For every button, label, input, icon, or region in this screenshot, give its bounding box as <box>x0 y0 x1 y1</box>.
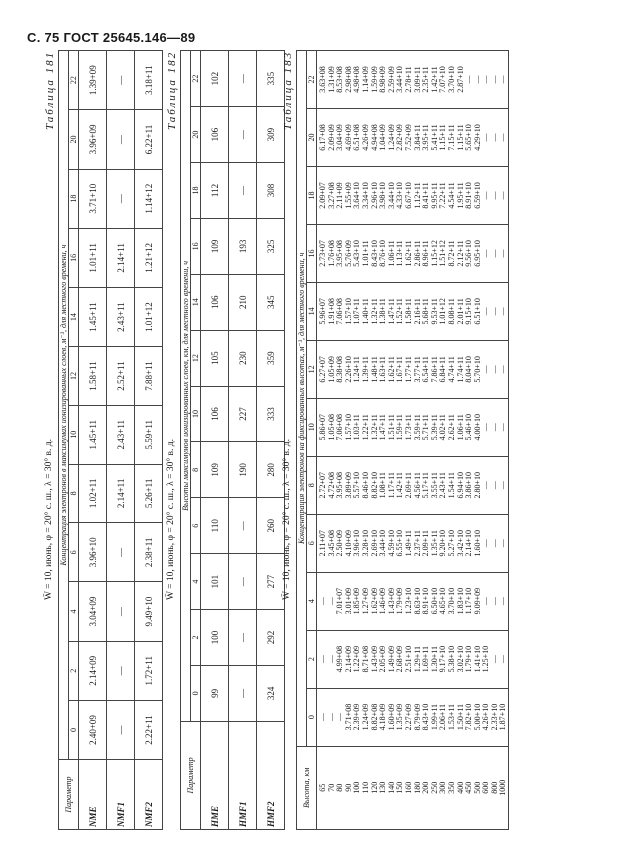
table-cell: 193 <box>229 218 257 274</box>
table-cell: 2.14+09 <box>79 641 107 700</box>
table-cell: — <box>107 700 135 759</box>
values-column: 5.96+07 1.91+08 7.06+08 1.57+10 1.07+11 1.40+11 1.32+11 1.38+11 1.47+11 1.52+11 1.58+11 2.16+11 5.68+11 9.53+11 1.01+12 8.08+11 2.01+11 9.15+10 6.51+10 — — — <box>317 282 509 340</box>
table-cell: 2.14+11 <box>107 228 135 287</box>
hour-header: 14 <box>69 287 79 346</box>
table-cell: — <box>107 582 135 641</box>
table-cell: 325 <box>257 218 285 274</box>
table-cell: 2.52+11 <box>107 347 135 406</box>
page-header: С. 75 ГОСТ 25645.146—89 <box>27 30 196 45</box>
table-cell: 2.40+09 <box>79 700 107 759</box>
heights-column: 65 70 80 90 100 110 120 130 140 150 160 180 200 250 300 350 400 450 500 600 800 1000 <box>317 746 509 829</box>
table-cell: 308 <box>257 163 285 219</box>
hour-header: 14 <box>191 274 201 330</box>
table-cell: 359 <box>257 330 285 386</box>
table-row <box>257 51 285 830</box>
table-182-caption: Таблица 182 <box>166 50 178 130</box>
table-row <box>107 51 135 830</box>
hour-header: 18 <box>191 163 201 219</box>
hour-header: 12 <box>191 330 201 386</box>
hour-header: 2 <box>307 630 317 688</box>
table-cell: 1.14+12 <box>135 169 163 228</box>
table-cell: 109 <box>201 442 229 498</box>
hour-header: 8 <box>191 442 201 498</box>
table-row <box>201 51 229 830</box>
table-cell: 1.45+11 <box>79 405 107 464</box>
hour-header: 0 <box>69 700 79 759</box>
table-183-caption: Таблица 183 <box>282 50 294 130</box>
hour-header: 4 <box>307 572 317 630</box>
hour-header: 4 <box>191 554 201 610</box>
table-cell: 3.96+09 <box>79 110 107 169</box>
table-cell: 292 <box>257 610 285 666</box>
param-header: Параметр <box>181 721 201 829</box>
hour-header: 16 <box>191 218 201 274</box>
table-cell: 1.45+11 <box>79 287 107 346</box>
hour-header: 22 <box>191 51 201 107</box>
table-cell: 1.01+11 <box>79 228 107 287</box>
table-cell: 110 <box>201 498 229 554</box>
values-column: 5.86+07 1.05+08 7.06+08 1.57+10 1.03+11 1.22+11 1.32+11 1.47+11 1.51+11 1.59+11 1.73+11 3.59+11 5.71+11 5.39+11 4.02+11 2.62+11 1.06+11 5.46+10 4.00+10 — — — <box>317 398 509 456</box>
table-cell: 190 <box>229 442 257 498</box>
table-cell: 210 <box>229 274 257 330</box>
table-182-condition: W̄ = 10, июнь, φ = 20° с. ш., λ = 30° в. д. <box>166 438 176 600</box>
table-cell: 2.14+11 <box>107 464 135 523</box>
hour-header: 16 <box>69 228 79 287</box>
table-cell: 100 <box>201 610 229 666</box>
table-row <box>79 51 107 830</box>
table-cell: 3.96+10 <box>79 523 107 582</box>
hour-header: 22 <box>69 51 79 110</box>
table-row <box>135 51 163 830</box>
table-cell: 2.38+11 <box>135 523 163 582</box>
table-182-subtitle: Высоты максимумов ионизированных слоев, км, для местного времени, ч <box>181 51 191 722</box>
table-cell: 309 <box>257 107 285 163</box>
table-cell: 1.02+11 <box>79 464 107 523</box>
table-181-subtitle: Концентрация электронов в максимумах ионизированных слоев, м⁻³, для местного времени, ч <box>59 51 69 760</box>
hour-header: 14 <box>307 282 317 340</box>
hour-header: 0 <box>191 665 201 721</box>
hour-header: 6 <box>69 523 79 582</box>
table-cell: — <box>107 110 135 169</box>
table-cell: 101 <box>201 554 229 610</box>
table-181 <box>58 50 163 830</box>
param-name: HMF1 <box>229 721 257 829</box>
table-cell: 106 <box>201 386 229 442</box>
hour-header: 6 <box>307 514 317 572</box>
hour-header: 18 <box>307 167 317 225</box>
hour-header: 2 <box>191 610 201 666</box>
values-column: 2.72+07 4.72+08 3.95+08 3.89+09 5.57+10 8.46+10 8.82+10 1.08+11 1.17+11 1.42+11 2.69+11 4.56+11 5.17+11 3.55+11 2.43+11 1.54+11 6.94+10 3.86+10 2.80+10 — — — <box>317 456 509 514</box>
table-cell: 106 <box>201 107 229 163</box>
table-cell: 9.49+10 <box>135 582 163 641</box>
param-name: NME <box>79 760 107 830</box>
hour-header: 16 <box>307 224 317 282</box>
table-cell: 324 <box>257 665 285 721</box>
table-cell: 99 <box>201 665 229 721</box>
table-cell: 6.22+11 <box>135 110 163 169</box>
table-cell: 1.01+12 <box>135 287 163 346</box>
table-cell: — <box>107 169 135 228</box>
hour-header: 20 <box>307 109 317 167</box>
table-cell: 2.43+11 <box>107 287 135 346</box>
hour-header: 12 <box>69 347 79 406</box>
hour-header: 6 <box>191 498 201 554</box>
height-header: Высота, км <box>297 746 317 829</box>
table-cell: 1.72+11 <box>135 641 163 700</box>
hour-header: 8 <box>69 464 79 523</box>
hour-header: 4 <box>69 582 79 641</box>
param-header: Параметр <box>59 760 79 830</box>
param-name: HME <box>201 721 229 829</box>
values-column: 2.73+07 1.76+08 3.95+08 5.76+09 5.43+10 1.01+11 8.43+10 8.76+10 1.06+11 1.13+11 1.62+11 2.86+11 8.96+11 1.15+12 1.51+12 8.72+11 2.12+11 9.56+10 6.95+10 — — — <box>317 224 509 282</box>
table-cell: 345 <box>257 274 285 330</box>
table-182 <box>180 50 285 830</box>
values-column: — — — 3.71+08 2.39+09 1.24+09 8.82+08 4.18+09 1.60+09 1.35+09 2.27+09 8.79+09 8.43+10 1.99+11 2.06+11 1.53+11 1.50+11 7.82+10 5.00+10 4.26+10 2.33+10 1.87+10 <box>317 688 509 746</box>
hour-header: 10 <box>69 405 79 464</box>
hour-header: 2 <box>69 641 79 700</box>
table-cell: 277 <box>257 554 285 610</box>
table-cell: 112 <box>201 163 229 219</box>
param-name: NMF2 <box>135 760 163 830</box>
hours-row <box>191 51 201 830</box>
hours-row <box>307 51 317 830</box>
hour-header: 0 <box>307 688 317 746</box>
hour-header: 10 <box>307 398 317 456</box>
table-cell: 5.59+11 <box>135 405 163 464</box>
table-cell: — <box>229 163 257 219</box>
values-column: 6.17+08 2.09+09 3.04+09 4.69+09 6.51+08 4.26+09 4.94+08 1.04+09 1.24+09 2.82+09 7.52+09 3.84+11 3.95+11 5.41+11 1.15+11 7.15+11 1.15+11 5.65+10 4.29+10 — — — <box>317 109 509 167</box>
hour-header: 12 <box>307 340 317 398</box>
table-cell: 102 <box>201 51 229 107</box>
table-cell: 2.22+11 <box>135 700 163 759</box>
values-column: 2.11+07 3.45+08 2.50+09 4.10+09 3.96+10 3.28+10 2.69+10 3.44+10 4.59+10 6.55+10 1.49+11 2.37+11 2.09+11 1.35+11 9.20+10 5.27+10 3.42+10 2.14+10 1.60+10 — — — <box>317 514 509 572</box>
param-name: HMF2 <box>257 721 285 829</box>
hour-header: 10 <box>191 386 201 442</box>
rotated-page-content <box>40 50 605 830</box>
table-cell: 227 <box>229 386 257 442</box>
table-cell: — <box>229 554 257 610</box>
table-cell: — <box>229 665 257 721</box>
table-cell: — <box>107 641 135 700</box>
table-cell: 105 <box>201 330 229 386</box>
table-cell: 335 <box>257 51 285 107</box>
table-cell: — <box>229 610 257 666</box>
table-cell: 3.04+09 <box>79 582 107 641</box>
table-cell: 1.21+12 <box>135 228 163 287</box>
table-183 <box>296 50 509 830</box>
values-column: — — 4.99+08 2.14+09 1.22+09 8.71+08 1.43+09 2.05+09 1.49+09 2.68+09 2.51+10 1.29+11 1.69+11 1.30+11 9.17+10 5.38+10 3.02+10 1.79+10 1.41+10 1.25+10 — — <box>317 630 509 688</box>
table-cell: 3.18+11 <box>135 51 163 110</box>
values-column: 3.63+08 1.31+09 8.53+08 2.98+08 4.98+08 1.14+09 1.59+09 8.98+09 2.59+09 3.44+10 2.78+11 3.09+11 2.35+11 1.42+11 7.07+10 3.70+10 2.87+10 — — — — — <box>317 51 509 109</box>
table-cell: — <box>229 107 257 163</box>
table-cell: 109 <box>201 218 229 274</box>
table-cell: — <box>107 51 135 110</box>
param-name: NMF1 <box>107 760 135 830</box>
table-row <box>317 51 509 830</box>
table-cell: 3.71+10 <box>79 169 107 228</box>
hour-header: 20 <box>191 107 201 163</box>
hours-row <box>69 51 79 830</box>
table-183-subtitle: Концентрация электронов на фиксированных высотах, м⁻³, для местного времени, ч <box>297 51 307 747</box>
values-column: — — 7.01+07 3.01+09 1.85+09 1.27+09 1.62+09 1.46+09 1.43+09 1.79+09 1.23+10 8.63+10 8.91+10 6.50+10 4.65+10 3.70+10 1.83+10 1.17+10 9.09+09 — — — <box>317 572 509 630</box>
values-column: 2.09+07 3.27+08 2.11+09 1.55+09 3.64+10 3.34+10 2.96+10 3.98+10 3.44+10 4.33+10 6.67+10 1.12+11 8.41+11 9.95+11 7.22+11 4.54+11 1.95+11 8.91+10 6.59+10 — — — <box>317 167 509 225</box>
table-cell: 230 <box>229 330 257 386</box>
table-cell: — <box>229 51 257 107</box>
table-cell: 1.39+09 <box>79 51 107 110</box>
table-cell: 5.26+11 <box>135 464 163 523</box>
table-cell: 280 <box>257 442 285 498</box>
table-cell: 1.58+11 <box>79 347 107 406</box>
table-cell: 2.43+11 <box>107 405 135 464</box>
hour-header: 20 <box>69 110 79 169</box>
table-181-caption: Таблица 181 <box>44 50 56 130</box>
table-cell: 7.88+11 <box>135 347 163 406</box>
table-cell: — <box>107 523 135 582</box>
table-row <box>229 51 257 830</box>
hour-header: 22 <box>307 51 317 109</box>
table-183-condition: W̄ = 10, июнь, φ = 20° с. ш., λ = 30° в. д. <box>282 438 292 600</box>
hour-header: 18 <box>69 169 79 228</box>
table-cell: — <box>229 498 257 554</box>
table-cell: 333 <box>257 386 285 442</box>
hour-header: 8 <box>307 456 317 514</box>
table-cell: 260 <box>257 498 285 554</box>
values-column: 6.27+07 1.05+09 8.38+08 2.26+10 1.24+11 1.39+11 1.48+11 1.63+11 1.62+11 1.67+11 1.77+11 3.77+11 6.54+11 7.86+11 6.84+11 4.74+11 1.74+11 8.04+10 5.70+10 — — — <box>317 340 509 398</box>
table-181-condition: W̄ = 10, июнь, φ = 20° с. ш., λ = 30° в. д. <box>44 438 54 600</box>
table-cell: 106 <box>201 274 229 330</box>
